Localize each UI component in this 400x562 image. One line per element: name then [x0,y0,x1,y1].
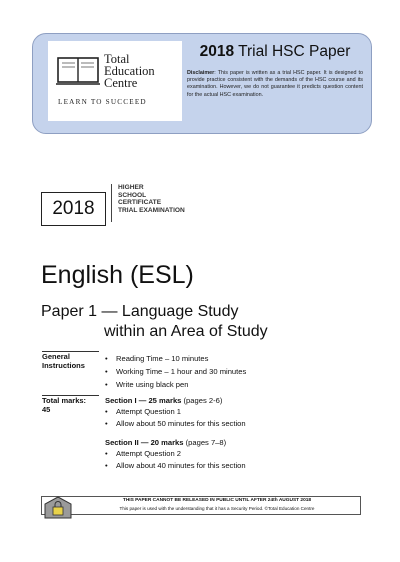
section-2-heading: Section II — 20 marks (pages 7–8) [105,438,227,447]
disclaimer: Disclaimer: This paper is written as a trial HSC paper. It is designed to provide practice consistent with the demands of the HSC course and its examination. However, we do not guarantee it predicts question content for the actual HSC examination. [187,70,363,98]
list-item: • Allow about 40 minutes for this section [105,461,246,470]
general-instructions-label: General Instructions [42,352,85,370]
year-box: 2018 [41,192,106,226]
trial-title: 2018 Trial HSC Paper [199,43,351,60]
section-2-list [105,448,246,472]
hsc-label: HIGHER SCHOOL CERTIFICATE TRIAL EXAMINATION [118,184,185,214]
list-item: • Allow about 50 minutes for this section [105,419,246,428]
open-book-icon [56,56,100,86]
paper-title-line1: Paper 1 — Language Study [41,303,239,320]
list-item: • Write using black pen [105,380,189,389]
paper-title-line2: within an Area of Study [104,323,268,340]
footer-security-notice: This paper is used with the understanding that it has a Security Period. ©Total Education Centre [119,506,315,511]
list-item: • Attempt Question 1 [105,407,182,416]
logo-wordmark: Total Education Centre [104,52,155,90]
section-1-list [105,406,246,430]
total-marks-label: Total marks: 45 [42,396,87,414]
list-item: • Working Time – 1 hour and 30 minutes [105,367,247,376]
year-divider [111,184,112,222]
security-lock-icon [44,496,72,519]
footer-release-notice: THIS PAPER CANNOT BE RELEASED IN PUBLIC UNTIL AFTER 24th AUGUST 2018 [122,498,312,503]
subject-title: English (ESL) [41,261,194,289]
list-item: • Attempt Question 2 [105,449,182,458]
section-1-heading: Section I — 25 marks (pages 2-6) [105,396,223,405]
logo-tagline: LEARN TO SUCCEED [58,98,147,106]
general-instructions-list [105,352,246,391]
list-item: • Reading Time – 10 minutes [105,354,209,363]
